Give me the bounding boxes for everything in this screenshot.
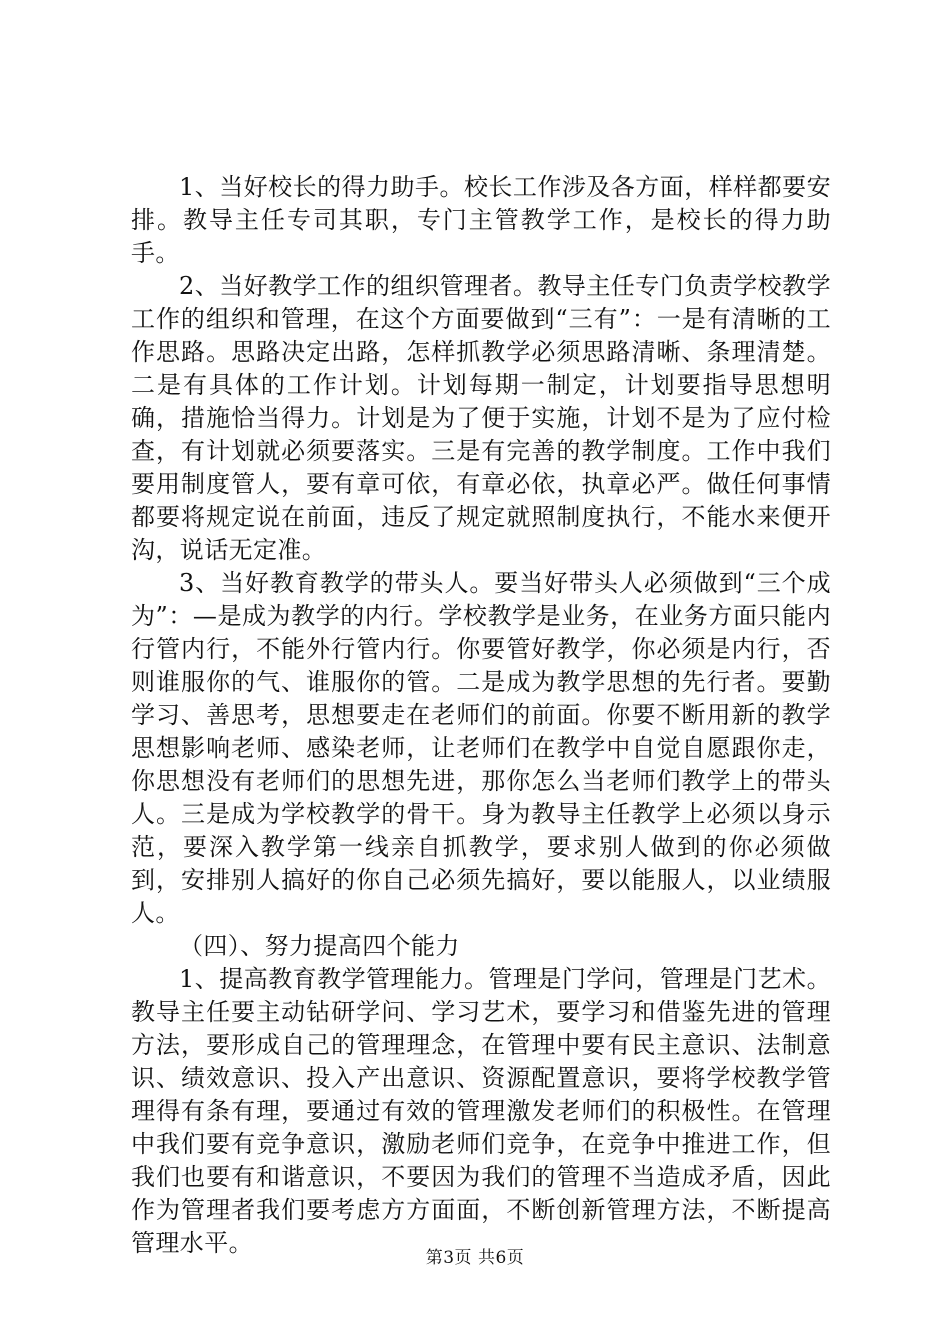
section-heading-four-abilities: （四）、努力提高四个能力: [179, 932, 460, 960]
page-number-footer: 第3页 共6页: [425, 1248, 525, 1268]
paragraph-management-ability: 1、提高教育教学管理能力。管理是门学问，管理是门艺术。教导主任要主动钻研学问、学习艺术，要学习和借鉴先进的管理方法，要形成自己的管理理念，在管理中要有民主意识、法制意识、绩效意识、投入产出意识、资源配置意识，要将学校教学管理得有条有理，要通过有效的管理激发老师们的积极性。在管理中我们要有竞争意识，激励老师们竞争，在竞争中推进工作，但我们也要有和谐意识，不要因为我们的管理不当造成矛盾，因此作为管理者我们要考虑方方面面，不断创新管理方法，不断提高管理水平。: [131, 965, 831, 1257]
document-body: [131, 171, 831, 1260]
paragraph-organizer: 2、当好教学工作的组织管理者。教导主任专门负责学校教学工作的组织和管理，在这个方面要做到“三有”：一是有清晰的工作思路。思路决定出路，怎样抓教学必须思路清晰、条理清楚。二是有具体的工作计划。计划每期一制定，计划要指导思想明确，措施恰当得力。计划是为了便于实施，计划不是为了应付检查，有计划就必须要落实。三是有完善的教学制度。工作中我们要用制度管人，要有章可依，有章必依，执章必严。做任何事情都要将规定说在前面，违反了规定就照制度执行，不能水来便开沟，说话无定准。: [131, 272, 831, 564]
paragraph-leader: 3、当好教育教学的带头人。要当好带头人必须做到“三个成为”：—是成为教学的内行。学校教学是业务，在业务方面只能内行管内行，不能外行管内行。你要管好教学，你必须是内行，否则谁服你的气、谁服你的管。二是成为教学思想的先行者。要勤学习、善思考，思想要走在老师们的前面。你要不断用新的教学思想影响老师、感染老师，让老师们在教学中自觉自愿跟你走，你思想没有老师们的思想先进，那你怎么当老师们教学上的带头人。三是成为学校教学的骨干。身为教导主任教学上必须以身示范，要深入教学第一线亲自抓教学，要求别人做到的你必须做到，安排别人搞好的你自己必须先搞好，要以能服人，以业绩服人。: [131, 569, 831, 927]
paragraph-assistant: 1、当好校长的得力助手。校长工作涉及各方面，样样都要安排。教导主任专司其职，专门主管教学工作，是校长的得力助手。: [131, 173, 831, 267]
